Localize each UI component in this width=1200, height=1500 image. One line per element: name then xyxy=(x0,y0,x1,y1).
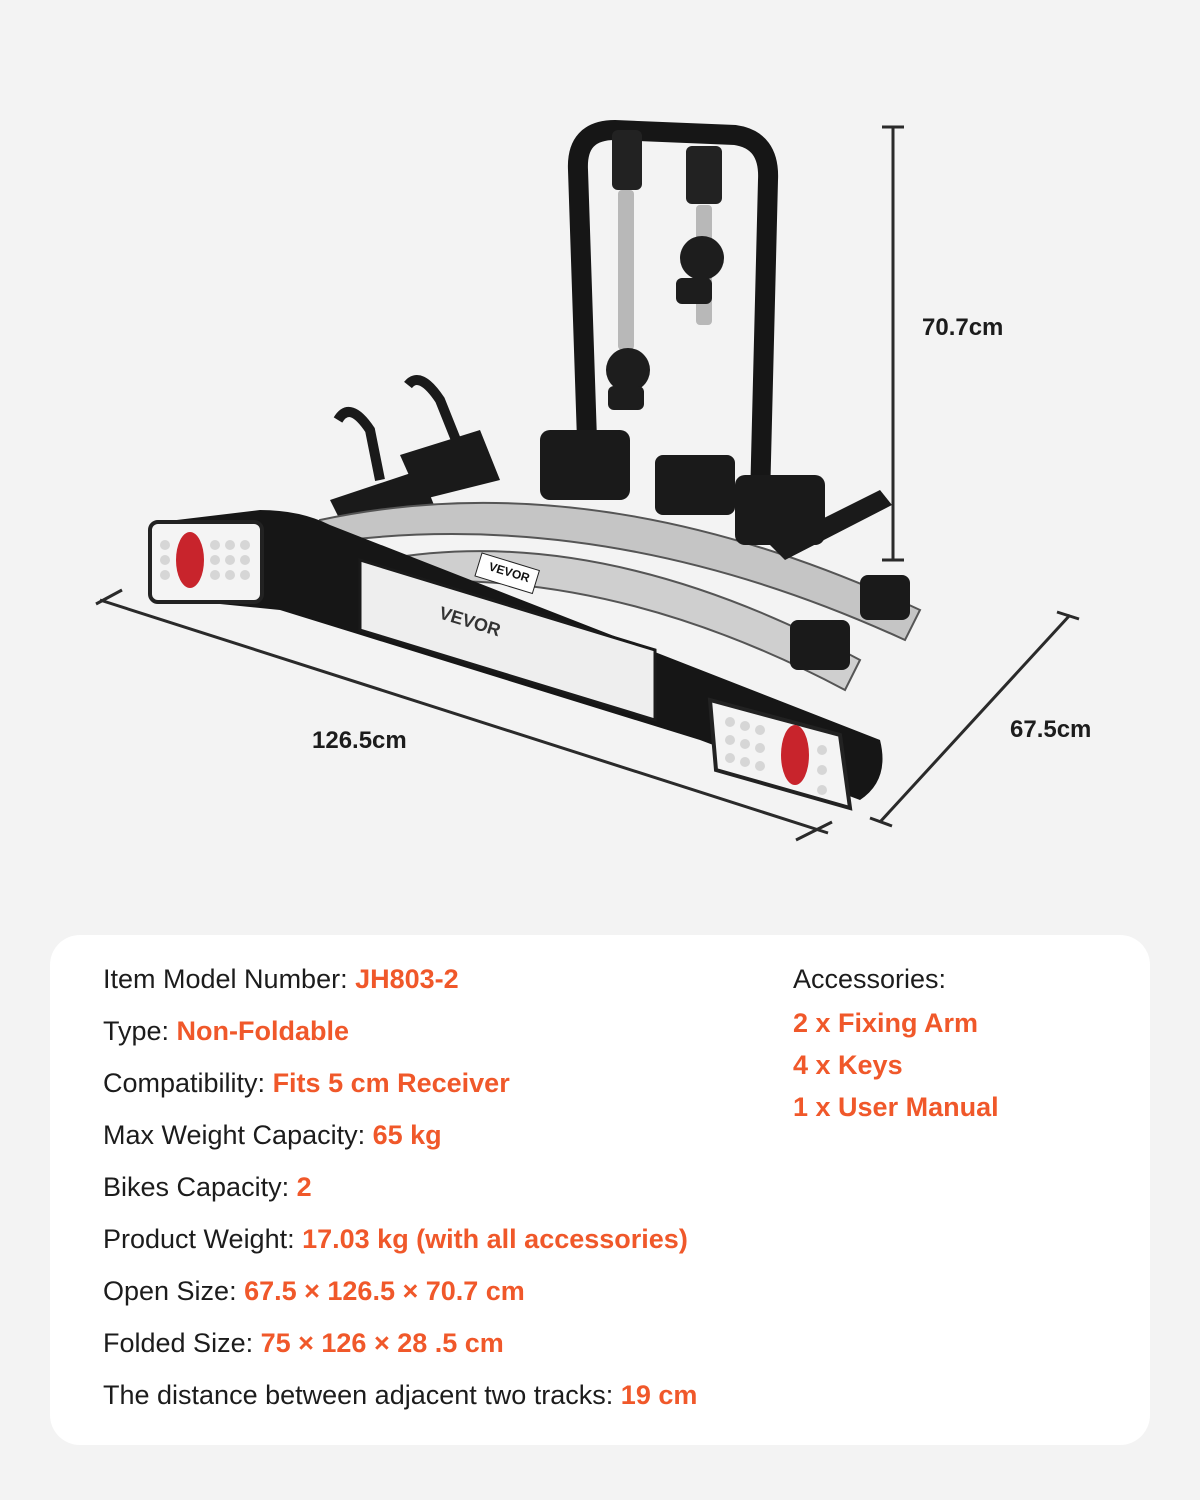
left-tail-light xyxy=(150,522,262,602)
spec-row-model: Item Model Number: JH803-2 xyxy=(103,964,459,994)
vevor-logo: VEVOR xyxy=(436,602,503,641)
spec-row-type: Type: Non-Foldable xyxy=(103,1016,350,1046)
spec-row-compatibility: Compatibility: Fits 5 cm Receiver xyxy=(103,1068,510,1098)
spec-row-folded-size: Folded Size: 75 × 126 × 28 .5 cm xyxy=(103,1328,504,1358)
accessory-item: 4 x Keys xyxy=(793,1050,903,1080)
spec-row-bikes-capacity: Bikes Capacity: 2 xyxy=(103,1172,312,1202)
accessories-list xyxy=(793,961,999,1131)
spec-list xyxy=(103,961,697,1429)
accessory-item: 1 x User Manual xyxy=(793,1092,999,1122)
spec-row-product-weight: Product Weight: 17.03 kg (with all accessories) xyxy=(103,1224,688,1254)
spec-row-max-weight: Max Weight Capacity: 65 kg xyxy=(103,1120,442,1150)
svg-text:VEVOR: VEVOR xyxy=(487,559,532,586)
spec-row-open-size: Open Size: 67.5 × 126.5 × 70.7 cm xyxy=(103,1276,525,1306)
height-dimension-label: 70.7cm xyxy=(922,314,1004,341)
spec-card xyxy=(50,935,1150,1445)
accessories-title: Accessories: xyxy=(793,964,947,994)
accessory-item: 2 x Fixing Arm xyxy=(793,1008,979,1038)
spec-row-track-distance: The distance between adjacent two tracks: 19 cm xyxy=(103,1380,698,1410)
depth-dimension-label: 67.5cm xyxy=(1010,716,1092,743)
width-dimension-label: 126.5cm xyxy=(312,727,407,754)
